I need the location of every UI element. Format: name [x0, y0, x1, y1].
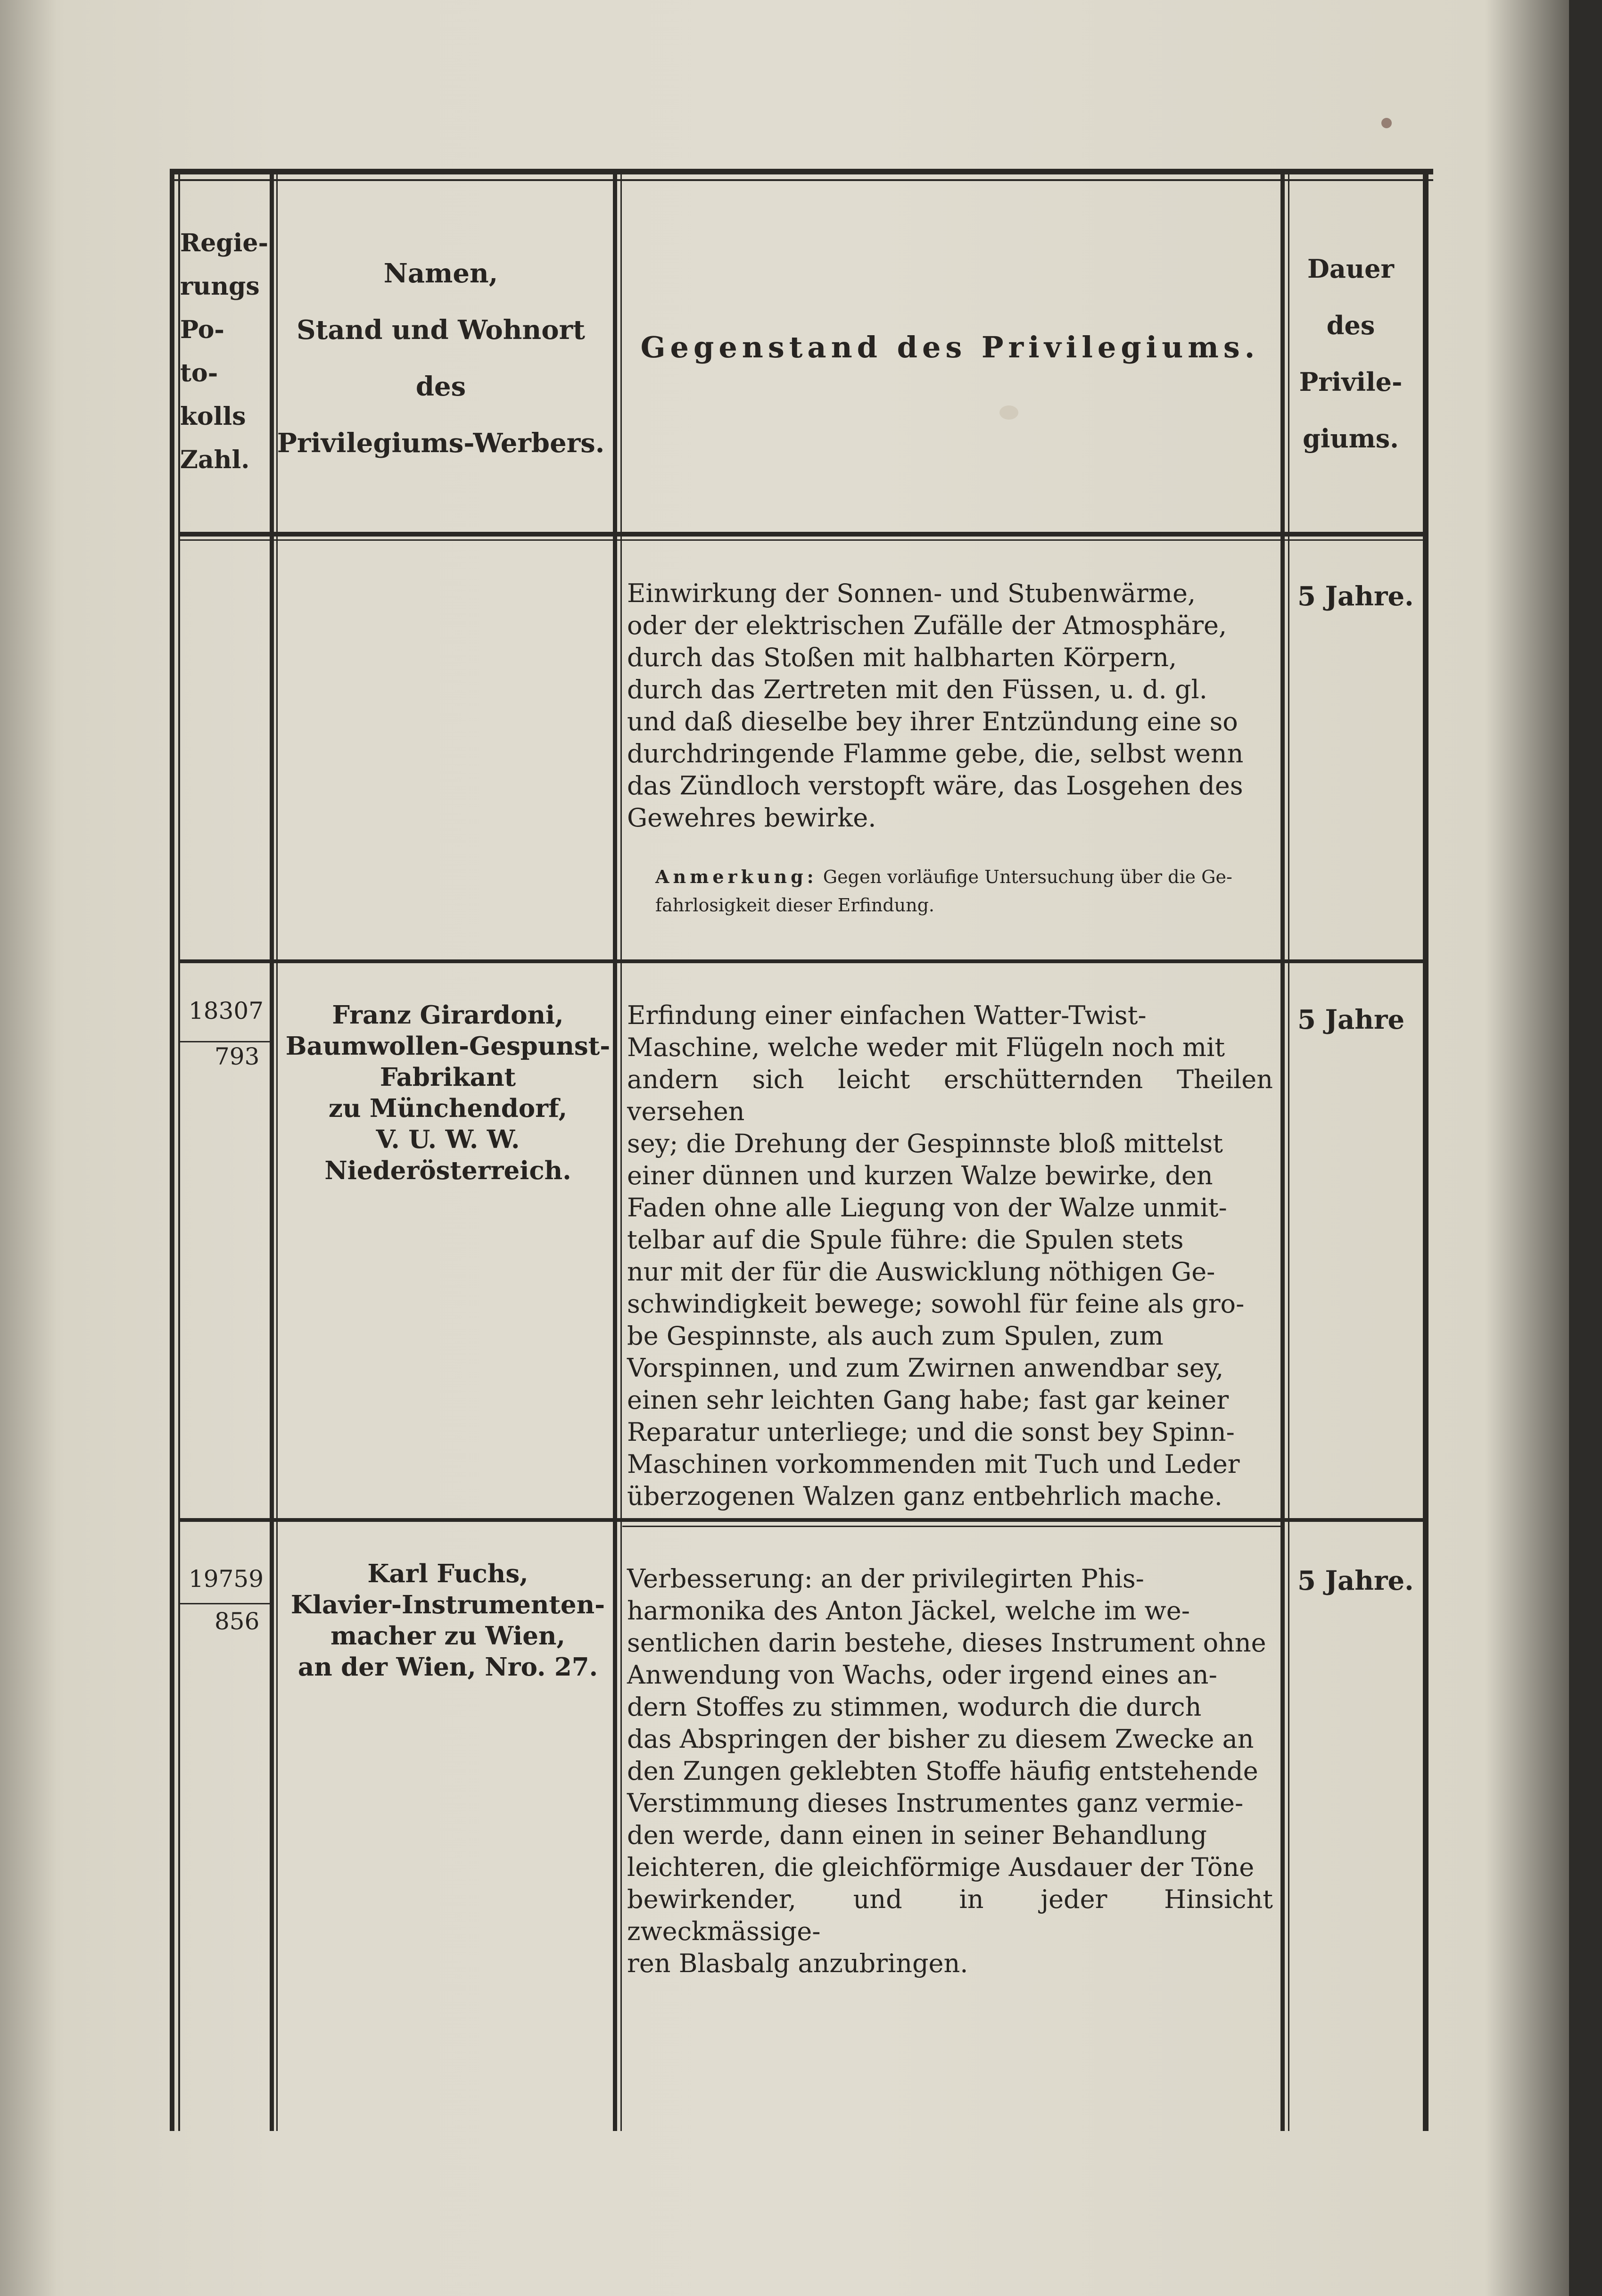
- row3-applicant: [283, 1558, 613, 1683]
- subject-line: überzogenen Walzen ganz entbehrlich mache.: [627, 1481, 1222, 1511]
- subject-line: telbar auf die Spule führe: die Spulen stets: [627, 1225, 1184, 1255]
- header-line: des: [1326, 310, 1375, 340]
- subject-line: Verstimmung dieses Instrumentes ganz vermie-: [627, 1788, 1244, 1818]
- row-rule: [180, 1518, 1423, 1522]
- subject-line: den Zungen geklebten Stoffe häufig entstehende: [627, 1756, 1258, 1786]
- row3-protocol-bottom: 856: [215, 1608, 260, 1635]
- row1-subject: [627, 578, 1273, 834]
- applicant-line: Baumwollen-Gespunst-: [285, 1032, 611, 1061]
- subject-line: schwindigkeit bewege; sowohl für feine als gro-: [627, 1289, 1245, 1319]
- subject-line: das Zündloch verstopft wäre, das Losgehen des: [627, 771, 1243, 801]
- row2-applicant: [283, 999, 613, 1186]
- subject-line: bewirkender, und in jeder Hinsicht zweckmässige-: [627, 1884, 1273, 1946]
- header-line: Dauer: [1307, 254, 1394, 284]
- subject-line: Verbesserung: an der privilegirten Phis-: [627, 1564, 1144, 1594]
- column-rule: [613, 174, 617, 2131]
- applicant-line: an der Wien, Nro. 27.: [297, 1652, 598, 1682]
- note-line: fahrlosigkeit dieser Erfindung.: [655, 895, 934, 916]
- applicant-line: macher zu Wien,: [330, 1621, 565, 1651]
- subject-line: den werde, dann einen in seiner Behandlung: [627, 1820, 1207, 1850]
- subject-line: durchdringende Flamme gebe, die, selbst wenn: [627, 739, 1244, 768]
- header-subject: Gegenstand des Privilegiums.: [640, 330, 1260, 364]
- row2-duration: 5 Jahre: [1297, 1004, 1405, 1035]
- note-line: Gegen vorläufige Untersuchung über die Ge-: [823, 867, 1232, 887]
- column-rule: [1288, 174, 1289, 2131]
- subject-line: einer dünnen und kurzen Walze bewirke, den: [627, 1161, 1213, 1190]
- subject-line: sentlichen darin bestehe, dieses Instrument ohne: [627, 1628, 1266, 1658]
- header-applicant: [276, 245, 606, 471]
- applicant-line: Karl Fuchs,: [367, 1559, 528, 1588]
- row-rule: [180, 959, 1423, 963]
- note-label: Anmerkung:: [655, 866, 818, 887]
- subject-line: oder der elektrischen Zufälle der Atmosphäre,: [627, 611, 1227, 640]
- applicant-line: Fabrikant: [380, 1063, 516, 1092]
- header-line: Po-: [180, 315, 224, 344]
- table-right-rule: [1423, 170, 1429, 2131]
- row3-subject: [627, 1563, 1273, 1980]
- subject-line: leichteren, die gleichförmige Ausdauer der Töne: [627, 1852, 1255, 1882]
- table-top-rule: [170, 169, 1433, 174]
- protocol-split-rule: [180, 1041, 270, 1042]
- subject-line: Maschinen vorkommenden mit Tuch und Leder: [627, 1449, 1240, 1479]
- subject-line: durch das Zertreten mit den Füssen, u. d. gl.: [627, 675, 1207, 704]
- row1-duration: 5 Jahre.: [1297, 581, 1414, 612]
- column-rule: [270, 174, 274, 2131]
- subject-line: einen sehr leichten Gang habe; fast gar keiner: [627, 1385, 1229, 1415]
- row3-protocol-top: 19759: [189, 1565, 264, 1593]
- row1-note: [655, 863, 1273, 919]
- row2-protocol-bottom: 793: [215, 1043, 260, 1070]
- header-line: Stand und Wohnort: [297, 314, 585, 346]
- subject-line: Faden ohne alle Liegung von der Walze unmit-: [627, 1193, 1227, 1222]
- subject-line: Maschine, welche weder mit Flügeln noch mit: [627, 1032, 1225, 1062]
- applicant-line: Klavier-Instrumenten-: [290, 1590, 605, 1619]
- row2-subject: [627, 999, 1273, 1512]
- subject-line: harmonika des Anton Jäckel, welche im we-: [627, 1596, 1190, 1626]
- row3-duration: 5 Jahre.: [1297, 1565, 1414, 1596]
- header-duration: [1287, 240, 1414, 467]
- header-protocol-number: [180, 222, 270, 482]
- protocol-split-rule: [180, 1603, 270, 1604]
- header-line: Privilegiums-Werbers.: [277, 428, 605, 459]
- row2-protocol-top: 18307: [189, 997, 264, 1024]
- subject-line: das Abspringen der bisher zu diesem Zwecke an: [627, 1724, 1254, 1754]
- header-line: Privile-: [1299, 367, 1403, 397]
- applicant-line: Franz Girardoni,: [332, 1000, 564, 1030]
- table-left-rule: [170, 174, 174, 2131]
- subject-line: sey; die Drehung der Gespinnste bloß mittelst: [627, 1129, 1223, 1158]
- subject-line: ren Blasbalg anzubringen.: [627, 1949, 968, 1978]
- subject-line: und daß dieselbe bey ihrer Entzündung eine so: [627, 707, 1238, 736]
- subject-line: Gewehres bewirke.: [627, 803, 876, 833]
- column-rule: [1280, 174, 1285, 2131]
- subject-line: Vorspinnen, und zum Zwirnen anwendbar sey,: [627, 1353, 1224, 1383]
- subject-line: be Gespinnste, als auch zum Spulen, zum: [627, 1321, 1164, 1351]
- header-line: Zahl.: [180, 446, 250, 474]
- subject-line: Erfindung einer einfachen Watter-Twist-: [627, 1000, 1147, 1030]
- header-line: rungs: [180, 272, 260, 301]
- subject-line: durch das Stoßen mit halbharten Körpern,: [627, 643, 1177, 672]
- applicant-line: zu Münchendorf,: [328, 1094, 568, 1123]
- header-line: Regie-: [180, 229, 269, 257]
- subject-line: Reparatur unterliege; und die sonst bey Spinn-: [627, 1417, 1235, 1447]
- header-line: Namen,: [383, 258, 498, 289]
- header-bottom-rule-thin: [180, 539, 1423, 541]
- header-line: to-: [180, 359, 218, 388]
- subject-line: andern sich leicht erschütternden Theilen versehen: [627, 1065, 1273, 1126]
- applicant-line: V. U. W. W.: [376, 1125, 520, 1154]
- table-top-rule-thin: [170, 179, 1433, 181]
- subject-line: Einwirkung der Sonnen- und Stubenwärme,: [627, 578, 1196, 608]
- header-line: des: [415, 371, 466, 402]
- header-bottom-rule: [180, 532, 1423, 537]
- subject-line: nur mit der für die Auswicklung nöthigen Ge-: [627, 1257, 1215, 1287]
- subject-line: Anwendung von Wachs, oder irgend eines an-: [627, 1660, 1217, 1690]
- subject-line: dern Stoffes zu stimmen, wodurch die durch: [627, 1692, 1202, 1722]
- row-rule-thin: [622, 1526, 1280, 1527]
- column-rule: [620, 174, 622, 2131]
- header-line: kolls: [180, 402, 246, 431]
- applicant-line: Niederösterreich.: [324, 1156, 571, 1185]
- header-line: giums.: [1303, 423, 1399, 454]
